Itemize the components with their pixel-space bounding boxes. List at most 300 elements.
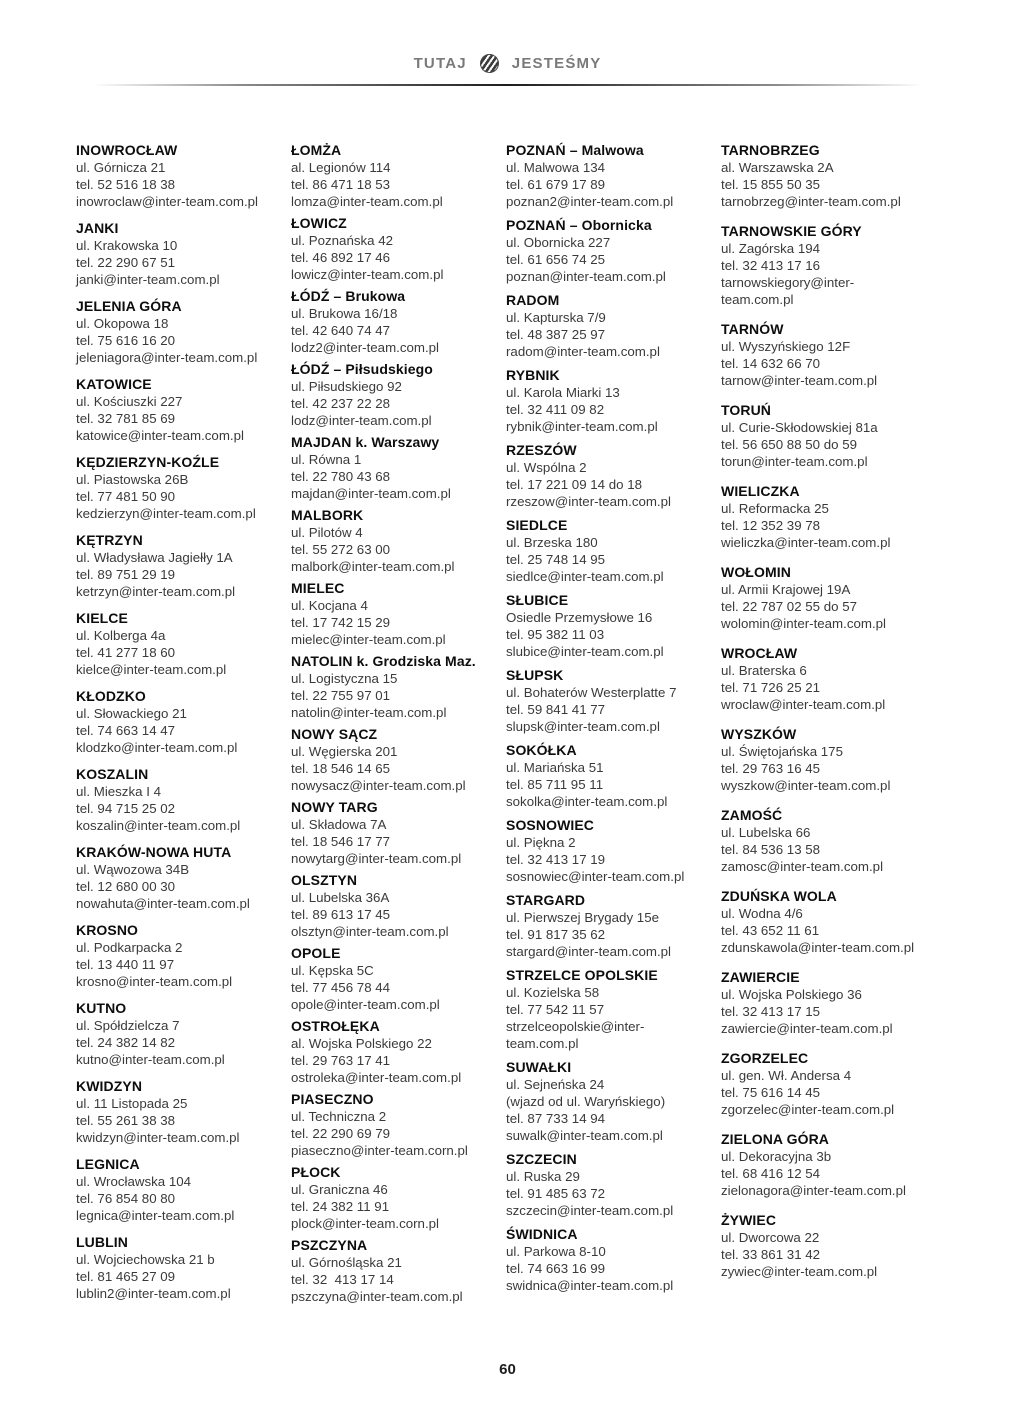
branch-entry: [76, 844, 277, 912]
branch-city-name: KĘDZIERZYN-KOŹLE: [76, 454, 220, 470]
branch-city-name: KŁODZKO: [76, 688, 146, 704]
branch-city-name: JANKI: [76, 220, 119, 236]
branch-entry: [506, 442, 707, 510]
branch-phone: tel. 85 711 95 11: [506, 777, 604, 792]
branch-email: rybnik@inter-team.com.pl: [506, 419, 658, 434]
branch-phone: tel. 84 536 13 58: [721, 842, 821, 857]
branch-city-name: ŁÓDŹ – Brukowa: [291, 288, 406, 304]
branch-address: ul. Kępska 5C: [291, 963, 374, 978]
branch-phone: tel. 95 382 11 03: [506, 627, 605, 642]
branch-entry: [721, 807, 922, 875]
branch-entry: [291, 872, 492, 940]
branch-city-name: KUTNO: [76, 1000, 127, 1016]
page-number: 60: [499, 1361, 516, 1378]
branch-address: ul. Wojska Polskiego 36: [721, 987, 862, 1002]
branch-entry: [291, 945, 492, 1013]
branch-city-name: POZNAŃ – Obornicka: [506, 217, 652, 233]
branch-address: ul. Kolberga 4a: [76, 628, 166, 643]
branch-city-name: TARNÓW: [721, 321, 784, 337]
branch-city-name: SZCZECIN: [506, 1151, 577, 1167]
branch-entry: [76, 1078, 277, 1146]
branch-email: swidnica@inter-team.com.pl: [506, 1278, 674, 1293]
branch-phone: tel. 89 751 29 19: [76, 567, 176, 582]
branch-city-name: ŁOWICZ: [291, 215, 347, 231]
branch-phone: tel. 24 382 14 82: [76, 1035, 176, 1050]
branch-phone: tel. 61 679 17 89: [506, 177, 606, 192]
branch-phone: tel. 75 616 16 20: [76, 333, 176, 348]
branch-address: ul. Podkarpacka 2: [76, 940, 183, 955]
branch-entry: [76, 376, 277, 444]
branch-phone: tel. 74 663 16 99: [506, 1261, 606, 1276]
branch-phone: tel. 15 855 50 35: [721, 177, 821, 192]
branch-city-name: ZGORZELEC: [721, 1050, 809, 1066]
branch-address: ul. Ruska 29: [506, 1169, 580, 1184]
branch-phone: tel. 17 742 15 29: [291, 615, 391, 630]
branch-entry: [721, 726, 922, 794]
branch-address: ul. Górnicza 21: [76, 160, 166, 175]
branch-phone: tel. 22 755 97 01: [291, 688, 391, 703]
branch-address: ul. Braterska 6: [721, 663, 807, 678]
branch-address: ul. Brukowa 16/18: [291, 306, 398, 321]
branch-entry: [291, 726, 492, 794]
branch-address: ul. Pilotów 4: [291, 525, 363, 540]
branch-city-name: OLSZTYN: [291, 872, 358, 888]
branch-email: sosnowiec@inter-team.com.pl: [506, 869, 685, 884]
branch-city-name: PIASECZNO: [291, 1091, 374, 1107]
branch-city-name: SOKÓŁKA: [506, 742, 577, 758]
branch-email: inowroclaw@inter-team.com.pl: [76, 194, 258, 209]
branch-phone: tel. 24 382 11 91: [291, 1199, 390, 1214]
branch-email: pszczyna@inter-team.com.pl: [291, 1289, 463, 1304]
branch-address: ul. Wojciechowska 21 b: [76, 1252, 215, 1267]
branch-phone: tel. 32 413 17 16: [721, 258, 821, 273]
branch-address: ul. Piłsudskiego 92: [291, 379, 402, 394]
branch-address: ul. Wąwozowa 34B: [76, 862, 190, 877]
branch-city-name: TARNOBRZEG: [721, 142, 820, 158]
branch-address: ul. Węgierska 201: [291, 744, 398, 759]
branch-address: ul. Wrocławska 104: [76, 1174, 192, 1189]
branch-address: ul. Piękna 2: [506, 835, 576, 850]
branch-phone: tel. 41 277 18 60: [76, 645, 176, 660]
branch-email: zamosc@inter-team.com.pl: [721, 859, 884, 874]
branch-city-name: TORUŃ: [721, 402, 772, 418]
branch-city-name: WROCŁAW: [721, 645, 798, 661]
branch-address: al. Warszawska 2A: [721, 160, 834, 175]
branch-city-name: SIEDLCE: [506, 517, 568, 533]
branch-city-name: SUWAŁKI: [506, 1059, 572, 1075]
inter-team-globe-icon: [480, 54, 499, 73]
branch-email: lodz2@inter-team.com.pl: [291, 340, 439, 355]
branch-entry: [721, 969, 922, 1037]
branch-entry: [506, 517, 707, 585]
branch-city-name: NOWY SĄCZ: [291, 726, 378, 742]
branch-entry: [291, 434, 492, 502]
branch-entry: [506, 1059, 707, 1144]
branch-email: plock@inter-team.corn.pl: [291, 1216, 439, 1231]
branch-email: koszalin@inter-team.com.pl: [76, 818, 241, 833]
branch-address: ul. Parkowa 8-10: [506, 1244, 606, 1259]
branch-city-name: ZAWIERCIE: [721, 969, 800, 985]
branch-address: ul. Spółdzielcza 7: [76, 1018, 180, 1033]
branch-phone: tel. 86 471 18 53: [291, 177, 391, 192]
branch-email: kedzierzyn@inter-team.com.pl: [76, 506, 256, 521]
branch-address: ul. Obornicka 227: [506, 235, 611, 250]
branch-city-name: ŁOMŻA: [291, 142, 342, 158]
branch-entry: [506, 367, 707, 435]
branch-phone: tel. 77 481 50 90: [76, 489, 176, 504]
branch-email: tarnowskiegory@inter-team.com.pl: [721, 275, 855, 307]
branch-city-name: OPOLE: [291, 945, 341, 961]
branch-phone: tel. 94 715 25 02: [76, 801, 176, 816]
branch-phone: tel. 55 261 38 38: [76, 1113, 176, 1128]
branch-address: ul. Okopowa 18: [76, 316, 169, 331]
branch-city-name: POZNAŃ – Malwowa: [506, 142, 644, 158]
branch-phone: tel. 42 237 22 28: [291, 396, 391, 411]
branch-city-name: PŁOCK: [291, 1164, 341, 1180]
branch-address: ul. Bohaterów Westerplatte 7: [506, 685, 677, 700]
branch-email: tarnobrzeg@inter-team.com.pl: [721, 194, 901, 209]
branch-entry: [506, 667, 707, 735]
branch-email: szczecin@inter-team.com.pl: [506, 1203, 674, 1218]
branch-email: janki@inter-team.com.pl: [76, 272, 220, 287]
branch-email: ostroleka@inter-team.com.pl: [291, 1070, 462, 1085]
branch-entry: [506, 592, 707, 660]
branch-phone: tel. 55 272 63 00: [291, 542, 391, 557]
branch-entry: [506, 292, 707, 360]
branch-entry: [506, 1226, 707, 1294]
branch-entry: [506, 217, 707, 285]
branch-email: poznan@inter-team.com.pl: [506, 269, 666, 284]
branch-email: wieliczka@inter-team.com.pl: [721, 535, 891, 550]
branch-city-name: RADOM: [506, 292, 560, 308]
branch-email: lomza@inter-team.com.pl: [291, 194, 443, 209]
branch-phone: tel. 87 733 14 94: [506, 1111, 606, 1126]
branch-phone: tel. 32 413 17 14: [291, 1272, 394, 1287]
branch-entry: [721, 1050, 922, 1118]
branch-phone: tel. 12 680 00 30: [76, 879, 176, 894]
branch-email: jeleniagora@inter-team.com.pl: [76, 350, 258, 365]
branch-phone: tel. 43 652 11 61: [721, 923, 820, 938]
branch-address: al. Legionów 114: [291, 160, 391, 175]
branch-email: kwidzyn@inter-team.com.pl: [76, 1130, 240, 1145]
branch-phone: tel. 29 763 16 45: [721, 761, 821, 776]
directory-column: [291, 142, 492, 1312]
branch-entry: [721, 1131, 922, 1199]
branch-entry: [291, 580, 492, 648]
branch-entry: [291, 799, 492, 867]
branch-entry: [721, 402, 922, 470]
branch-phone: tel. 52 516 18 38: [76, 177, 176, 192]
branch-address: ul. gen. Wł. Andersa 4: [721, 1068, 852, 1083]
branch-address: ul. Pierwszej Brygady 15e: [506, 910, 659, 925]
branch-city-name: STRZELCE OPOLSKIE: [506, 967, 658, 983]
branch-address: ul. 11 Listopada 25: [76, 1096, 188, 1111]
branch-address: ul. Górnośląska 21: [291, 1255, 402, 1270]
branch-city-name: JELENIA GÓRA: [76, 298, 182, 314]
branch-entry: [721, 888, 922, 956]
branch-city-name: RZESZÓW: [506, 442, 577, 458]
branch-phone: tel. 77 456 78 44: [291, 980, 391, 995]
branch-city-name: WOŁOMIN: [721, 564, 791, 580]
branch-city-name: ZAMOŚĆ: [721, 807, 783, 823]
branch-email: legnica@inter-team.com.pl: [76, 1208, 235, 1223]
branch-entry: [291, 215, 492, 283]
branch-email: natolin@inter-team.com.pl: [291, 705, 447, 720]
branch-address: ul. Armii Krajowej 19A: [721, 582, 851, 597]
branch-directory: [76, 142, 1015, 1312]
branch-phone: tel. 81 465 27 09: [76, 1269, 176, 1284]
branch-city-name: MAJDAN k. Warszawy: [291, 434, 440, 450]
branch-city-name: WYSZKÓW: [721, 726, 797, 742]
branch-email: sokolka@inter-team.com.pl: [506, 794, 668, 809]
branch-address: ul. Składowa 7A: [291, 817, 387, 832]
branch-entry: [721, 223, 922, 308]
branch-address: ul. Dworcowa 22: [721, 1230, 820, 1245]
branch-city-name: TARNOWSKIE GÓRY: [721, 223, 862, 239]
branch-phone: tel. 22 290 69 79: [291, 1126, 391, 1141]
branch-city-name: ŻYWIEC: [721, 1212, 777, 1228]
directory-column: [721, 142, 922, 1312]
branch-address: al. Wojska Polskiego 22: [291, 1036, 432, 1051]
branch-entry: [76, 922, 277, 990]
branch-email: zawiercie@inter-team.com.pl: [721, 1021, 893, 1036]
branch-email: nowahuta@inter-team.com.pl: [76, 896, 250, 911]
branch-entry: [76, 1156, 277, 1224]
branch-phone: tel. 32 781 85 69: [76, 411, 176, 426]
branch-email: zywiec@inter-team.com.pl: [721, 1264, 878, 1279]
branch-phone: tel. 32 413 17 19: [506, 852, 606, 867]
branch-entry: [721, 142, 922, 210]
branch-address: Osiedle Przemysłowe 16: [506, 610, 653, 625]
branch-address: ul. Mieszka I 4: [76, 784, 161, 799]
branch-phone: tel. 91 485 63 72: [506, 1186, 606, 1201]
branch-email: slupsk@inter-team.com.pl: [506, 719, 660, 734]
header-left-text: TUTAJ: [413, 55, 467, 72]
branch-address: ul. Reformacka 25: [721, 501, 829, 516]
branch-entry: [291, 1237, 492, 1305]
branch-email: majdan@inter-team.com.pl: [291, 486, 451, 501]
branch-phone: tel. 89 613 17 45: [291, 907, 391, 922]
branch-entry: [721, 645, 922, 713]
branch-email: kielce@inter-team.com.pl: [76, 662, 227, 677]
branch-email: torun@inter-team.com.pl: [721, 454, 868, 469]
branch-address: ul. Sejneńska 24: [506, 1077, 605, 1092]
branch-address: ul. Mariańska 51: [506, 760, 604, 775]
branch-entry: [291, 142, 492, 210]
branch-address: ul. Lubelska 66: [721, 825, 811, 840]
directory-column: [506, 142, 707, 1312]
branch-city-name: LUBLIN: [76, 1234, 128, 1250]
branch-address: ul. Kościuszki 227: [76, 394, 183, 409]
branch-city-name: PSZCZYNA: [291, 1237, 368, 1253]
branch-entry: [721, 321, 922, 389]
branch-email: kutno@inter-team.com.pl: [76, 1052, 225, 1067]
branch-email: piaseczno@inter-team.corn.pl: [291, 1143, 468, 1158]
branch-entry: [291, 1091, 492, 1159]
branch-address: ul. Świętojańska 175: [721, 744, 843, 759]
branch-phone: tel. 76 854 80 80: [76, 1191, 176, 1206]
branch-address: ul. Malwowa 134: [506, 160, 606, 175]
branch-phone: tel. 25 748 14 95: [506, 552, 606, 567]
branch-entry: [291, 653, 492, 721]
branch-city-name: SŁUPSK: [506, 667, 564, 683]
branch-city-name: KWIDZYN: [76, 1078, 143, 1094]
branch-phone: tel. 18 546 17 77: [291, 834, 391, 849]
branch-entry: [76, 766, 277, 834]
branch-address: ul. Techniczna 2: [291, 1109, 387, 1124]
branch-city-name: ŁÓDŹ – Piłsudskiego: [291, 361, 433, 377]
branch-address: ul. Graniczna 46: [291, 1182, 388, 1197]
branch-phone: tel. 33 861 31 42: [721, 1247, 821, 1262]
branch-phone: tel. 22 780 43 68: [291, 469, 391, 484]
branch-address: ul. Kapturska 7/9: [506, 310, 606, 325]
branch-note: (wjazd od ul. Waryńskiego): [506, 1094, 666, 1109]
branch-email: zdunskawola@inter-team.com.pl: [721, 940, 915, 955]
branch-entry: [76, 1000, 277, 1068]
branch-phone: tel. 12 352 39 78: [721, 518, 821, 533]
branch-phone: tel. 74 663 14 47: [76, 723, 176, 738]
branch-phone: tel. 17 221 09 14 do 18: [506, 477, 643, 492]
branch-city-name: MIELEC: [291, 580, 345, 596]
branch-entry: [291, 1164, 492, 1232]
branch-phone: tel. 32 411 09 82: [506, 402, 605, 417]
branch-email: mielec@inter-team.com.pl: [291, 632, 446, 647]
branch-phone: tel. 14 632 66 70: [721, 356, 821, 371]
branch-city-name: KATOWICE: [76, 376, 152, 392]
branch-city-name: KRAKÓW-NOWA HUTA: [76, 844, 232, 860]
branch-address: ul. Równa 1: [291, 452, 362, 467]
branch-email: rzeszow@inter-team.com.pl: [506, 494, 671, 509]
branch-email: strzelceopolskie@inter-team.com.pl: [506, 1019, 645, 1051]
branch-email: wyszkow@inter-team.com.pl: [721, 778, 891, 793]
branch-email: nowysacz@inter-team.com.pl: [291, 778, 466, 793]
branch-email: suwalk@inter-team.com.pl: [506, 1128, 663, 1143]
branch-address: ul. Poznańska 42: [291, 233, 394, 248]
branch-phone: tel. 46 892 17 46: [291, 250, 391, 265]
branch-city-name: KROSNO: [76, 922, 139, 938]
branch-entry: [291, 361, 492, 429]
branch-entry: [506, 892, 707, 960]
branch-entry: [506, 817, 707, 885]
branch-entry: [76, 142, 277, 210]
branch-phone: tel. 18 546 14 65: [291, 761, 391, 776]
branch-email: slubice@inter-team.com.pl: [506, 644, 664, 659]
branch-phone: tel. 61 656 74 25: [506, 252, 606, 267]
branch-city-name: ZIELONA GÓRA: [721, 1131, 830, 1147]
branch-city-name: ŚWIDNICA: [506, 1226, 578, 1242]
branch-entry: [721, 564, 922, 632]
branch-address: ul. Logistyczna 15: [291, 671, 398, 686]
branch-city-name: WIELICZKA: [721, 483, 800, 499]
branch-city-name: SOSNOWIEC: [506, 817, 595, 833]
branch-email: krosno@inter-team.com.pl: [76, 974, 233, 989]
branch-email: klodzko@inter-team.com.pl: [76, 740, 238, 755]
branch-entry: [76, 298, 277, 366]
branch-phone: tel. 75 616 14 45: [721, 1085, 821, 1100]
branch-phone: tel. 77 542 11 57: [506, 1002, 605, 1017]
branch-entry: [291, 1018, 492, 1086]
page-header: [0, 0, 1015, 73]
branch-email: tarnow@inter-team.com.pl: [721, 373, 878, 388]
branch-entry: [76, 220, 277, 288]
branch-email: radom@inter-team.com.pl: [506, 344, 660, 359]
branch-phone: tel. 71 726 25 21: [721, 680, 821, 695]
directory-column: [76, 142, 277, 1312]
branch-entry: [76, 1234, 277, 1302]
branch-phone: tel. 56 650 88 50 do 59: [721, 437, 858, 452]
branch-email: lodz@inter-team.com.pl: [291, 413, 432, 428]
branch-email: malbork@inter-team.com.pl: [291, 559, 455, 574]
branch-email: stargard@inter-team.com.pl: [506, 944, 671, 959]
branch-address: ul. Brzeska 180: [506, 535, 598, 550]
branch-email: ketrzyn@inter-team.com.pl: [76, 584, 236, 599]
branch-phone: tel. 22 290 67 51: [76, 255, 176, 270]
branch-phone: tel. 32 413 17 15: [721, 1004, 821, 1019]
branch-phone: tel. 68 416 12 54: [721, 1166, 821, 1181]
branch-phone: tel. 29 763 17 41: [291, 1053, 391, 1068]
branch-phone: tel. 91 817 35 62: [506, 927, 606, 942]
branch-address: ul. Słowackiego 21: [76, 706, 187, 721]
branch-email: olsztyn@inter-team.com.pl: [291, 924, 449, 939]
branch-address: ul. Kocjana 4: [291, 598, 368, 613]
branch-city-name: MALBORK: [291, 507, 364, 523]
branch-city-name: INOWROCŁAW: [76, 142, 178, 158]
branch-phone: tel. 22 787 02 55 do 57: [721, 599, 858, 614]
branch-address: ul. Karola Miarki 13: [506, 385, 620, 400]
branch-email: nowytarg@inter-team.com.pl: [291, 851, 462, 866]
header-right-text: JESTEŚMY: [511, 55, 602, 72]
branch-email: katowice@inter-team.com.pl: [76, 428, 244, 443]
branch-entry: [76, 610, 277, 678]
branch-email: wolomin@inter-team.com.pl: [721, 616, 886, 631]
branch-entry: [506, 967, 707, 1052]
branch-entry: [506, 742, 707, 810]
branch-address: ul. Wspólna 2: [506, 460, 587, 475]
branch-address: ul. Krakowska 10: [76, 238, 178, 253]
branch-city-name: NOWY TARG: [291, 799, 378, 815]
branch-email: lowicz@inter-team.com.pl: [291, 267, 444, 282]
branch-address: ul. Lubelska 36A: [291, 890, 390, 905]
branch-entry: [76, 454, 277, 522]
branch-email: wroclaw@inter-team.com.pl: [721, 697, 886, 712]
branch-address: ul. Wyszyńskiego 12F: [721, 339, 851, 354]
branch-city-name: NATOLIN k. Grodziska Maz.: [291, 653, 476, 669]
branch-entry: [76, 532, 277, 600]
branch-city-name: RYBNIK: [506, 367, 560, 383]
branch-city-name: STARGARD: [506, 892, 586, 908]
page-footer: [0, 1361, 1015, 1378]
branch-address: ul. Wodna 4/6: [721, 906, 803, 921]
branch-entry: [76, 688, 277, 756]
branch-phone: tel. 48 387 25 97: [506, 327, 606, 342]
branch-address: ul. Kozielska 58: [506, 985, 600, 1000]
branch-phone: tel. 13 440 11 97: [76, 957, 175, 972]
header-divider: [92, 84, 923, 86]
branch-phone: tel. 42 640 74 47: [291, 323, 391, 338]
branch-city-name: KĘTRZYN: [76, 532, 143, 548]
branch-address: ul. Dekoracyjna 3b: [721, 1149, 832, 1164]
branch-email: zielonagora@inter-team.com.pl: [721, 1183, 906, 1198]
branch-email: lublin2@inter-team.com.pl: [76, 1286, 231, 1301]
branch-city-name: ZDUŃSKA WOLA: [721, 888, 837, 904]
branch-city-name: KOSZALIN: [76, 766, 149, 782]
branch-city-name: LEGNICA: [76, 1156, 140, 1172]
branch-city-name: SŁUBICE: [506, 592, 569, 608]
branch-address: ul. Zagórska 194: [721, 241, 821, 256]
branch-email: opole@inter-team.com.pl: [291, 997, 440, 1012]
branch-entry: [506, 1151, 707, 1219]
branch-phone: tel. 59 841 41 77: [506, 702, 606, 717]
